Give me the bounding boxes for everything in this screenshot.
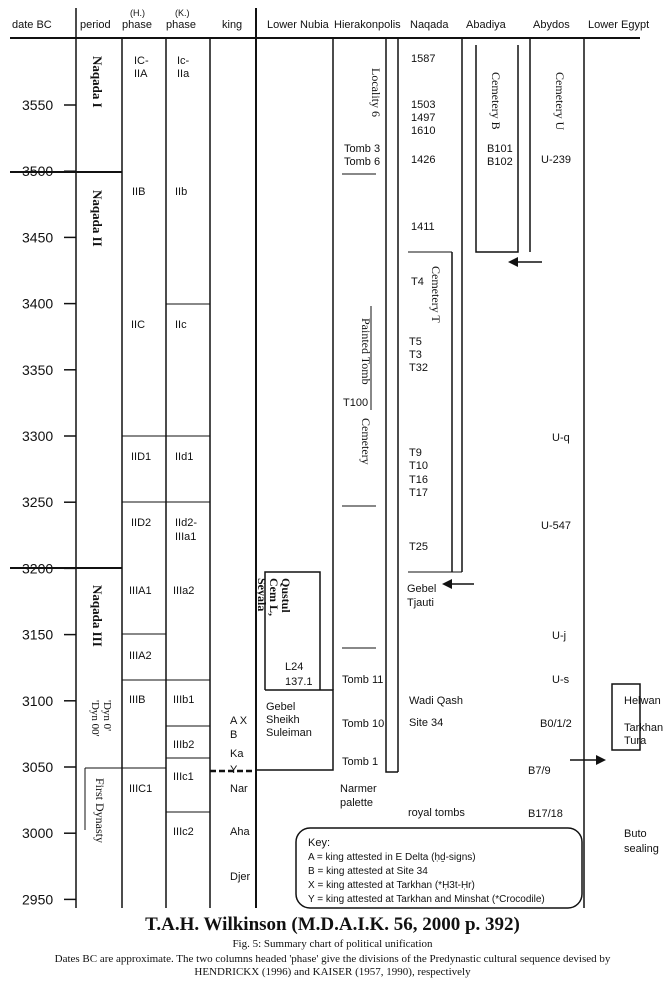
phase-k-label: IIa (177, 68, 190, 80)
header-lower-nubia: Lower Nubia (267, 19, 329, 31)
phase-h-label: IIIB (129, 694, 146, 706)
hierakonpolis-label: Tomb 10 (342, 718, 385, 730)
cemetery-u-label: Cemetery U (553, 72, 567, 131)
axis-label: 2950 (22, 891, 54, 908)
hierakonpolis-label: Tomb 3 (344, 143, 381, 155)
cemetery-b-label: Cemetery B (489, 72, 503, 130)
abydos-label: U-547 (541, 520, 571, 532)
qustul-label: Seyala (255, 578, 269, 612)
header-phase-h-tag: (H.) (130, 8, 145, 18)
phase-k-label: IIIc2 (173, 826, 194, 838)
cemetery-t-label: Cemetery T (429, 266, 443, 323)
axis-label: 3500 (22, 163, 54, 180)
phase-h-label: IID1 (131, 451, 152, 463)
naqada-label: 1610 (411, 125, 436, 137)
period-naqada-2: Naqada II (90, 190, 105, 247)
naqada-label: T4 (411, 276, 424, 288)
phase-h-label: IID2 (131, 517, 152, 529)
king-label: Ka (230, 748, 244, 760)
abydos-label: U-q (552, 432, 570, 444)
naqada-label: T25 (409, 541, 428, 553)
lower-egypt-label: sealing (624, 843, 659, 855)
abydos-label: B7/9 (528, 765, 551, 777)
hierakonpolis-label: T100 (343, 397, 369, 409)
header-period: period (80, 19, 111, 31)
abadiya-label: B102 (487, 156, 513, 168)
hierakonpolis-label: Tomb 6 (344, 156, 381, 168)
abadiya-label: B101 (487, 143, 513, 155)
date-axis (22, 97, 76, 907)
caption-note: Dates BC are approximate. The two columns headed 'phase' give the divisions of the Predynastic cultural sequence devised by HENDRICKX (1996) and KAISER (1957, 1990), respectively (54, 953, 611, 978)
cemetery-label: Cemetery (359, 418, 373, 465)
naqada-label: 1503 (411, 99, 436, 111)
naqada-label: T3 (409, 349, 422, 361)
naqada-label: T16 (409, 474, 428, 486)
arrow-abadiya (508, 257, 542, 267)
header-phase-k-tag: (K.) (175, 8, 190, 18)
nubia-label: Suleiman (266, 727, 312, 739)
period-dyn-0: 'Dyn 0' (101, 700, 113, 732)
phase-h-label: IIA (134, 68, 148, 80)
hierakonpolis-column (333, 38, 398, 772)
abydos-column (528, 38, 584, 908)
phase-k-label: IIIc1 (173, 771, 194, 783)
phase-k-label: Ic- (177, 55, 190, 67)
king-label: Aha (230, 826, 250, 838)
naqada-label: 1411 (411, 221, 435, 233)
arrow-gebel-tjauti (442, 579, 474, 589)
phase-h-label: IIIA1 (129, 585, 152, 597)
axis-label: 3400 (22, 295, 54, 312)
key-line: A = king attested in E Delta (ḥḏ-signs) (308, 852, 476, 863)
axis-label: 3100 (22, 692, 54, 709)
axis-label: 3000 (22, 825, 54, 842)
axis-label: 3200 (22, 560, 54, 577)
axis-label: 3150 (22, 626, 54, 643)
phase-k-label: IIb (175, 186, 188, 198)
painted-tomb-label: Painted Tomb (359, 318, 373, 385)
naqada-label: royal tombs (408, 807, 465, 819)
axis-label: 3350 (22, 361, 54, 378)
header-lower-egypt: Lower Egypt (588, 19, 650, 31)
arrows (442, 257, 606, 765)
phase-h-label: IIB (132, 186, 146, 198)
hierakonpolis-label: Tomb 11 (342, 674, 384, 686)
lower-egypt-label: Tura (624, 735, 647, 747)
phase-k-label: IId2- (175, 517, 198, 529)
phase-h-label: IC- (134, 55, 149, 67)
phase-k-label: IIIa1 (175, 531, 197, 543)
key-title: Key: (308, 837, 331, 849)
king-label: Nar (230, 783, 248, 795)
header-abydos: Abydos (533, 19, 570, 31)
phase-h-label: IIIC1 (129, 783, 153, 795)
phase-k-label: IIc (175, 319, 187, 331)
naqada-label: T5 (409, 336, 422, 348)
naqada-label: 1426 (411, 154, 436, 166)
caption-figure: Fig. 5: Summary chart of political unification (232, 938, 433, 950)
naqada-label: T17 (409, 487, 428, 499)
king-label: B (230, 729, 238, 741)
king-column (210, 715, 256, 883)
column-headers (12, 8, 649, 31)
period-dyn-00: 'Dyn 00' (89, 700, 101, 737)
naqada-label: Site 34 (409, 717, 444, 729)
key-line: X = king attested at Tarkhan (*Ḥ3t-Ḥr) (308, 880, 475, 891)
abydos-label: U-s (552, 674, 570, 686)
phase-columns (122, 38, 210, 908)
phase-k-label: IId1 (175, 451, 194, 463)
nubia-label: Gebel (266, 701, 296, 713)
phase-h-label: IIIA2 (129, 650, 152, 662)
phase-k-label: IIIb1 (173, 694, 195, 706)
caption-title: T.A.H. Wilkinson (M.D.A.I.K. 56, 2000 p. 392) (145, 914, 520, 935)
header-abadiya: Abadiya (466, 19, 506, 31)
key-box (296, 828, 582, 908)
phase-k-label: IIIb2 (173, 739, 195, 751)
axis-label: 3450 (22, 229, 54, 246)
abydos-label: B0/1/2 (540, 718, 572, 730)
naqada-label: palette (340, 797, 374, 809)
naqada-label: T10 (409, 460, 428, 472)
phase-h-labels (129, 55, 152, 795)
locality-label: Locality 6 (369, 68, 383, 117)
lower-egypt-label: Tarkhan (624, 722, 664, 734)
header-naqada: Naqada (410, 19, 449, 31)
lower-egypt-column (612, 684, 663, 855)
king-label: A X (230, 715, 248, 727)
abydos-label: U-j (552, 630, 567, 642)
header-hierakonpolis: Hierakonpolis (334, 19, 401, 31)
header-date: date BC (12, 19, 52, 31)
key-line: Y = king attested at Tarkhan and Minshat (*Crocodile) (308, 894, 545, 905)
naqada-label: Wadi Qash (409, 695, 464, 707)
abadiya-column (476, 45, 518, 252)
axis-label: 3550 (22, 97, 54, 113)
header-phase-h: phase (122, 19, 152, 31)
lower-egypt-label: Buto (624, 828, 647, 840)
nubia-label: Sheikh (266, 714, 300, 726)
naqada-label: Tjauti (407, 597, 434, 609)
nubia-label: L24 (285, 661, 304, 673)
key-line: B = king attested at Site 34 (308, 866, 428, 877)
naqada-label: T32 (409, 362, 428, 374)
period-naqada-3: Naqada III (90, 585, 105, 647)
period-naqada-1: Naqada I (90, 56, 105, 108)
header-phase-k: phase (166, 19, 196, 31)
lower-egypt-label: Helwan (624, 695, 661, 707)
qustul-label: Cem L, (267, 578, 281, 616)
abydos-label: U-239 (541, 154, 571, 166)
naqada-label: Narmer (340, 783, 377, 795)
axis-label: 3250 (22, 494, 54, 511)
abydos-label: B17/18 (528, 808, 563, 820)
phase-k-label: IIIa2 (173, 585, 195, 597)
lower-nubia-column (255, 572, 333, 770)
naqada-label: T9 (409, 447, 422, 459)
axis-label: 3300 (22, 428, 54, 444)
naqada-label: 1587 (411, 53, 436, 65)
header-king: king (222, 19, 243, 31)
naqada-label: 1497 (411, 112, 436, 124)
qustul-label: Qustul (279, 578, 293, 613)
period-first-dynasty: First Dynasty (93, 778, 107, 844)
nubia-label: 137.1 (285, 676, 313, 688)
arrow-lower-egypt (570, 755, 606, 765)
king-label: Y (230, 764, 238, 776)
phase-h-label: IIC (131, 319, 146, 331)
king-label: Djer (230, 871, 251, 883)
hierakonpolis-label: Tomb 1 (342, 756, 379, 768)
naqada-label: Gebel (407, 583, 437, 595)
phase-k-labels (173, 55, 197, 838)
axis-label: 3050 (22, 759, 54, 775)
